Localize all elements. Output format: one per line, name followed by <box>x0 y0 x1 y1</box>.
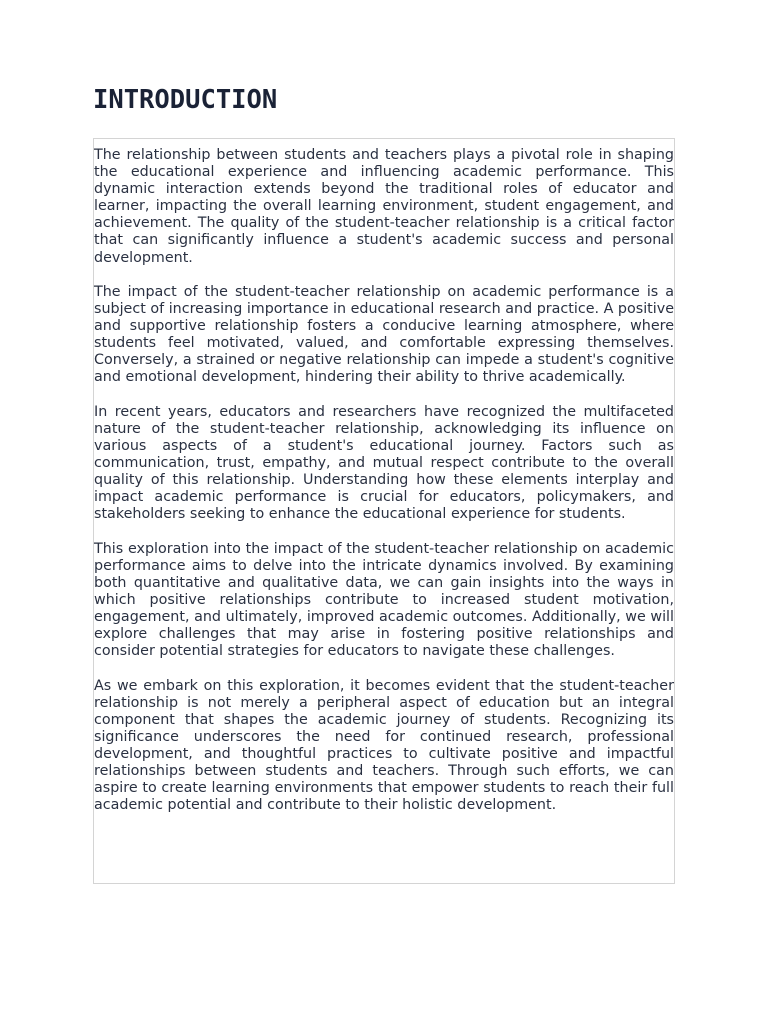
paragraph: The impact of the student-teacher relationship on academic performance is a subject of increasing importance in educational research and practice. A positive and supportive relationship fosters a conducive learning atmosphere, where students feel motivated, valued, and comfortable expressing themselves. Conversely, a strained or negative relationship can impede a student's cognitive and emotional development, hindering their ability to thrive academically. <box>94 283 674 386</box>
page-title: INTRODUCTION <box>93 85 278 115</box>
paragraph: This exploration into the impact of the student-teacher relationship on academic performance aims to delve into the intricate dynamics involved. By examining both quantitative and qualitative data, we can gain insights into the ways in which positive relationships contribute to increased student motivation, engagement, and ultimately, improved academic outcomes. Additionally, we will explore challenges that may arise in fostering positive relationships and consider potential strategies for educators to navigate these challenges. <box>94 540 674 660</box>
paragraph: The relationship between students and teachers plays a pivotal role in shaping the educational experience and influencing academic performance. This dynamic interaction extends beyond the traditional roles of educator and learner, impacting the overall learning environment, student engagement, and achievement. The quality of the student-teacher relationship is a critical factor that can significantly influence a student's academic success and personal development. <box>94 147 674 266</box>
text-box <box>93 138 675 884</box>
paragraph: In recent years, educators and researchers have recognized the multifaceted nature of the student-teacher relationship, acknowledging its influence on various aspects of a student's educational journey. Factors such as communication, trust, empathy, and mutual respect contribute to the overall quality of this relationship. Understanding how these elements interplay and impact academic performance is crucial for educators, policymakers, and stakeholders seeking to enhance the educational experience for students. <box>94 403 674 523</box>
paragraph: As we embark on this exploration, it becomes evident that the student-teacher relationship is not merely a peripheral aspect of education but an integral component that shapes the academic journey of students. Recognizing its significance underscores the need for continued research, professional development, and thoughtful practices to cultivate positive and impactful relationships between students and teachers. Through such efforts, we can aspire to create learning environments that empower students to reach their full academic potential and contribute to their holistic development. <box>94 677 674 814</box>
